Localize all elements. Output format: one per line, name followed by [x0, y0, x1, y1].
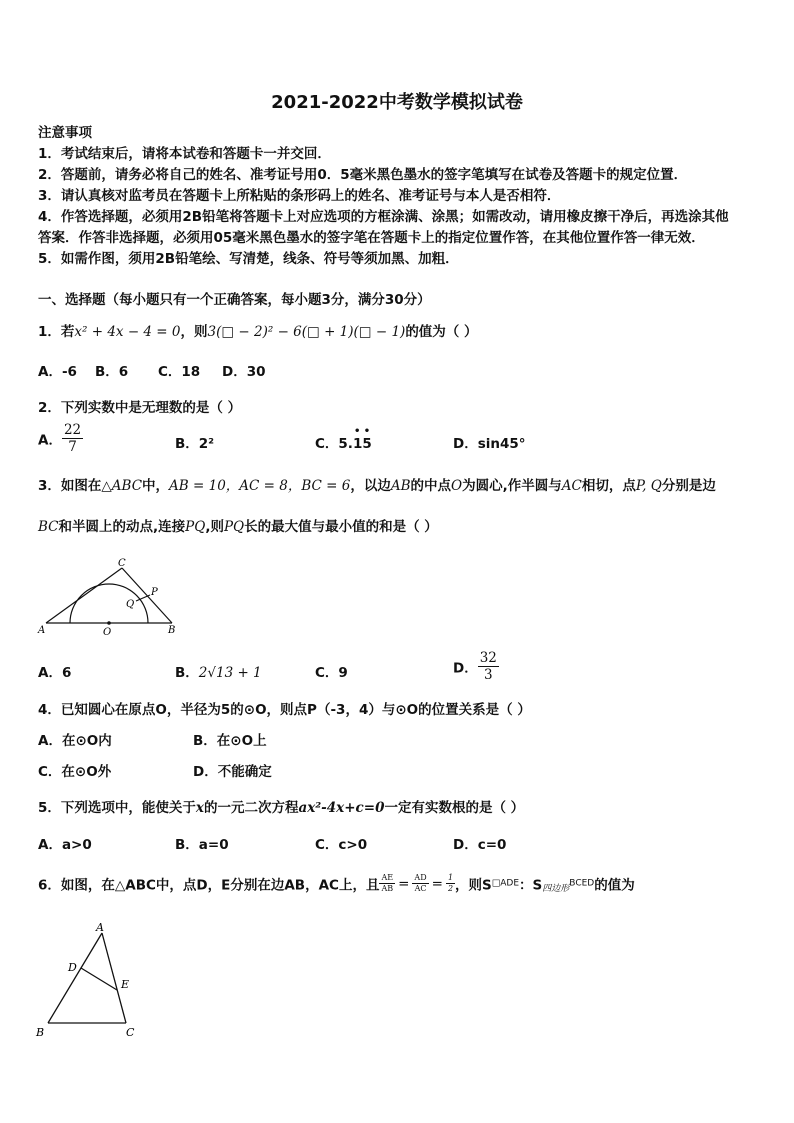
q3-triangle: △ABC — [101, 478, 143, 494]
q5-option-d: D．c=0 — [453, 837, 507, 853]
q5-variable: x — [195, 800, 204, 816]
q5-option-c: C．c>0 — [315, 837, 368, 853]
q1-option-d: D．30 — [222, 364, 266, 380]
q3-pq: PQ — [185, 519, 206, 535]
q2-c-repeat-dots: • • — [353, 426, 371, 437]
q3-b-label: B． — [175, 665, 199, 681]
q5-option-b: B．a=0 — [175, 837, 229, 853]
q6-text: 的值为 — [594, 877, 635, 894]
q6-text: ：S — [519, 877, 543, 894]
q6-f1-numerator: AE — [381, 873, 394, 882]
q5-equation: ax²-4x+c=0 — [298, 800, 385, 816]
notice-heading: 注意事项 — [38, 125, 92, 141]
q1-mid: ，则 — [180, 324, 208, 340]
q2-a-numerator: 22 — [63, 422, 82, 438]
q6-side-ab — [48, 933, 102, 1023]
q3-text: 相切，点 — [581, 478, 636, 494]
q3-points: P, Q — [635, 478, 662, 494]
q2-option-b: B．2² — [175, 436, 215, 452]
q2-option-a — [38, 422, 83, 455]
section-heading: 一、选择题（每小题只有一个正确答案，每小题3分，满分30分） — [38, 292, 431, 308]
q3-d-label: D． — [453, 660, 478, 677]
q6-label-e: E — [121, 978, 130, 991]
q3-given: AB = 10，AC = 8，BC = 6 — [169, 478, 351, 494]
q5-option-a: A．a>0 — [38, 837, 92, 853]
question-4: 4．已知圆心在原点O，半径为5的⊙O，则点P（-3，4）与⊙O的位置关系是（ ） — [38, 702, 531, 718]
q1-option-c: C．18 — [158, 364, 201, 380]
q6-label-d: D — [68, 961, 77, 974]
q3-option-a: A．6 — [38, 665, 72, 681]
q3-label-b: B — [168, 625, 176, 636]
q6-text: 6．如图，在△ABC中，点D，E分别在边AB，AC上，且 — [38, 877, 380, 894]
q3-label-c: C — [118, 558, 126, 569]
q3-point-o — [107, 621, 111, 625]
q6-subscript: □ADE — [491, 878, 520, 889]
q6-f2-denominator: AC — [414, 884, 427, 893]
q1-expression: 3(□ − 2)² − 6(□ + 1)(□ − 1) — [207, 324, 406, 340]
notice-item-3: 3．请认真核对监考员在答题卡上所粘贴的条形码上的姓名、准考证号与本人是否相符． — [38, 188, 561, 204]
question-2: 2．下列实数中是无理数的是（ ） — [38, 400, 242, 416]
q3-text: ,则 — [205, 519, 224, 535]
q6-fraction-3 — [446, 873, 455, 894]
notice-item-1: 1．考试结束后，请将本试卷和答题卡一并交回． — [38, 146, 331, 162]
q4-option-a: A．在⊙O内 — [38, 733, 112, 749]
q4-option-c: C．在⊙O外 — [38, 764, 112, 780]
q3-text: 为圆心,作半圆与 — [462, 478, 562, 494]
q6-figure — [32, 918, 147, 1043]
q4-option-d: D．不能确定 — [193, 764, 272, 780]
q3-text: 和半圆上的动点,连接 — [58, 519, 186, 535]
q2-a-label: A． — [38, 432, 62, 449]
question-3-line-2 — [38, 515, 438, 535]
q3-o: O — [451, 478, 463, 494]
q3-label-o: O — [103, 627, 112, 638]
q3-ac: AC — [561, 478, 582, 494]
q6-subscript: BCED — [569, 878, 595, 889]
q3-label-q: Q — [126, 599, 135, 610]
q1-condition: x² + 4x − 4 = 0 — [74, 324, 181, 340]
q6-text: ，则S — [455, 877, 492, 894]
q6-equals: = — [431, 875, 443, 892]
q6-subscript: 四边形 — [542, 884, 570, 895]
q3-text: 长的最大值与最小值的和是（ ） — [244, 519, 438, 535]
q3-text: 分别是边 — [661, 478, 716, 494]
q3-pq: PQ — [223, 519, 245, 535]
q3-segment-pq — [136, 595, 150, 601]
q2-a-denominator: 7 — [68, 439, 77, 455]
q6-f3-numerator: 1 — [447, 873, 454, 882]
q3-option-b — [175, 661, 262, 681]
question-5 — [38, 796, 524, 816]
q3-bc: BC — [38, 519, 59, 535]
q1-option-a: A．-6 — [38, 364, 77, 380]
q3-d-numerator: 32 — [479, 650, 497, 666]
q1-suffix: 的值为（ ） — [405, 324, 478, 340]
page-title: 2021-2022中考数学模拟试卷 — [271, 92, 523, 113]
question-1 — [38, 320, 478, 340]
q3-text: 3．如图在 — [38, 478, 102, 494]
q3-d-denominator: 3 — [484, 667, 493, 683]
q1-prefix: 1．若 — [38, 324, 75, 340]
notice-item-5: 5．如需作图，须用2B铅笔绘、写清楚，线条、符号等须加黑、加粗． — [38, 251, 459, 267]
q6-f1-denominator: AB — [381, 884, 394, 893]
q3-label-a: A — [38, 625, 46, 636]
q6-f2-numerator: AD — [414, 873, 427, 882]
q6-label-b: B — [36, 1026, 45, 1039]
q3-b-value: 2√13 + 1 — [198, 665, 262, 681]
q2-c-digits: 15 — [352, 436, 372, 452]
q2-option-d: D．sin45° — [453, 436, 526, 452]
q6-label-c: C — [126, 1026, 135, 1039]
q5-text: 一定有实数根的是（ ） — [384, 800, 525, 816]
q3-figure — [36, 555, 186, 640]
question-3-line-1 — [38, 474, 716, 494]
q3-d-fraction — [478, 650, 499, 683]
q3-ab: AB — [390, 478, 411, 494]
q3-semicircle — [70, 584, 148, 623]
q3-text: 的中点 — [410, 478, 452, 494]
q3-option-c: C．9 — [315, 665, 348, 681]
notice-item-4-cont: 答案．作答非选择题，必须用05毫米黑色墨水的签字笔在答题卡上的指定位置作答，在其他位置作答一律无效． — [38, 230, 705, 246]
q1-option-b: B．6 — [95, 364, 129, 380]
q3-text: 中， — [142, 478, 170, 494]
q2-option-c — [315, 426, 372, 452]
notice-item-2: 2．答题前，请务必将自己的姓名、准考证号用0．5毫米黑色墨水的签字笔填写在试卷及答题卡的规定位置． — [38, 167, 688, 183]
q6-fraction-1 — [379, 873, 395, 894]
q2-a-fraction — [62, 422, 83, 455]
q4-option-b: B．在⊙O上 — [193, 733, 267, 749]
q6-label-a: A — [96, 921, 104, 934]
q6-fraction-2 — [412, 873, 428, 894]
q6-f3-denominator: 2 — [447, 884, 454, 893]
q3-option-d — [453, 650, 499, 683]
q3-label-p: P — [151, 587, 158, 598]
q5-text: 的一元二次方程 — [203, 800, 299, 816]
question-6 — [38, 873, 635, 894]
notice-item-4: 4．作答选择题，必须用2B铅笔将答题卡上对应选项的方框涂满、涂黑；如需改动，请用橡皮擦干净后，再选涂其他 — [38, 209, 729, 225]
q3-text: ，以边 — [350, 478, 391, 494]
q6-equals: = — [398, 875, 410, 892]
q5-text: 5．下列选项中，能使关于 — [38, 800, 196, 816]
q2-c-prefix: C．5. — [315, 436, 353, 452]
q3-side-ac — [46, 568, 122, 623]
